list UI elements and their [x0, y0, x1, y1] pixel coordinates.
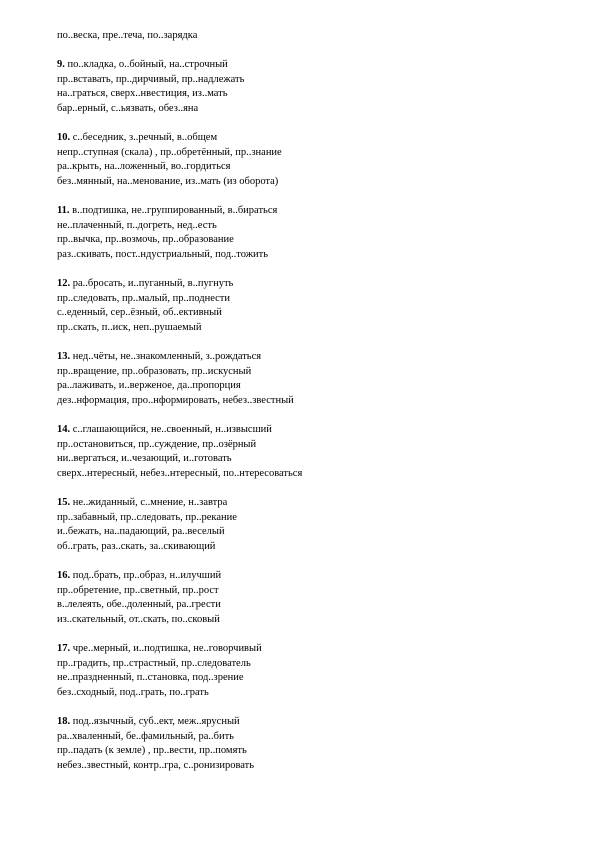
exercise-line	[57, 379, 557, 394]
exercise-first-line	[57, 569, 557, 584]
exercise-line	[57, 744, 557, 759]
exercise-number: 15.	[57, 497, 71, 508]
exercise-line	[57, 175, 557, 190]
exercise-words: пр..градить, пр..страстный, пр..следователь	[57, 657, 251, 669]
exercise-first-line	[57, 58, 557, 73]
exercise-line	[57, 584, 557, 599]
exercise-line	[57, 525, 557, 540]
exercise-line	[57, 248, 557, 263]
exercise-line	[57, 598, 557, 613]
exercise-words: не..плаченный, п..догреть, нед..есть	[57, 219, 217, 231]
exercise-first-line	[57, 277, 557, 292]
exercise-words: из..скательный, от..скать, по..сковый	[57, 613, 220, 625]
exercise-words: с..беседник, з..речный, в..общем	[72, 132, 218, 144]
exercise-line	[57, 452, 557, 467]
exercise-number: 14.	[57, 424, 71, 436]
exercise-line	[57, 146, 557, 161]
exercise-words: дез..нформация, про..нформировать, небез..звестный	[57, 394, 294, 406]
exercise-number: 11.	[57, 205, 70, 217]
exercise-line	[57, 759, 557, 774]
exercise-block	[57, 569, 557, 627]
exercise-first-line	[57, 131, 557, 146]
exercise-block	[57, 204, 557, 262]
exercise-words: пр..падать (к земле) , пр..вести, пр..помять	[57, 745, 247, 757]
exercise-first-line	[57, 204, 557, 219]
exercise-words: пр..скать, п..иск, неп..рушаемый	[57, 321, 202, 333]
exercise-words: ра..хваленный, бе..фамильный, ра..бить	[57, 730, 234, 742]
exercise-line	[57, 233, 557, 248]
exercise-number: 12.	[57, 278, 71, 290]
exercise-words: без..мянный, на..менование, из..мать (из оборота)	[57, 175, 279, 187]
exercise-block	[57, 350, 557, 408]
exercise-words: под..брать, пр..образ, н..илучший	[72, 569, 222, 581]
exercise-block	[57, 642, 557, 700]
exercise-list	[57, 29, 557, 773]
exercise-first-line	[57, 423, 557, 438]
exercise-line	[57, 540, 557, 555]
exercise-line	[57, 292, 557, 307]
exercise-block	[57, 496, 557, 554]
exercise-words: бар..ерный, с..ьязвать, обез..яна	[57, 102, 199, 114]
exercise-words: небез..звестный, контр..гра, с..ронизировать	[57, 759, 255, 771]
exercise-line	[57, 160, 557, 175]
exercise-line	[57, 657, 557, 672]
exercise-words: в..лелеять, обе..доленный, ра..грести	[57, 599, 221, 611]
exercise-line	[57, 321, 557, 336]
exercise-words: под..язычный, суб..ект, меж..ярусный	[72, 715, 240, 727]
exercise-line	[57, 730, 557, 745]
exercise-line	[57, 73, 557, 88]
exercise-line	[57, 365, 557, 380]
exercise-words: раз..скивать, пост..ндустриальный, под..тожить	[57, 248, 268, 260]
exercise-words: ра..бросать, и..пуганный, в..пугнуть	[72, 278, 234, 290]
exercise-first-line	[57, 715, 557, 730]
exercise-line	[57, 686, 557, 701]
exercise-words: нед..чёты, не..знакомленный, з..рождаться	[72, 351, 262, 363]
exercise-words: с..еденный, сер..ёзный, об..ективный	[57, 307, 222, 319]
exercise-line	[57, 467, 557, 482]
exercise-number: 9.	[57, 59, 65, 71]
exercise-words: чре..мерный, и..подтишка, не..говорчивый	[72, 642, 262, 654]
exercise-words: и..бежать, на..падающий, ра..веселый	[57, 526, 225, 538]
exercise-words: сверх..нтересный, небез..нтересный, по..нтересоваться	[57, 467, 303, 479]
exercise-words: на..граться, сверх..нвестиция, из..мать	[57, 88, 228, 100]
exercise-block	[57, 131, 557, 189]
exercise-line	[57, 511, 557, 526]
exercise-first-line	[57, 350, 557, 365]
exercise-block	[57, 715, 557, 773]
exercise-words: с..глашающийся, не..своенный, н..извысший	[72, 424, 272, 436]
exercise-words: ра..крыть, на..ложенный, во..гордиться	[57, 161, 231, 173]
exercise-line	[57, 306, 557, 321]
exercise-words: не..жиданный, с..мнение, н..завтра	[72, 497, 228, 508]
exercise-line	[57, 438, 557, 453]
intro-line: по..веска, пре..теча, по..зарядка	[57, 30, 198, 41]
exercise-words: ни..вергаться, и..чезающий, и..готовать	[57, 453, 232, 465]
exercise-block	[57, 277, 557, 335]
exercise-words: по..кладка, о..бойный, на..строчный	[67, 59, 228, 71]
exercise-words: пр..вставать, пр..дирчивый, пр..надлежать	[57, 73, 245, 85]
exercise-line	[57, 87, 557, 102]
exercise-words: непр..ступная (скала) , пр..обретённый, пр..знание	[57, 146, 282, 158]
exercise-words: ра..лаживать, и..верженое, да..пропорция	[57, 380, 241, 392]
exercise-number: 18.	[57, 715, 71, 727]
exercise-words: пр..остановиться, пр..суждение, пр..озёрный	[57, 438, 257, 450]
exercise-block	[57, 423, 557, 481]
exercise-first-line	[57, 496, 557, 511]
exercise-words: пр..забавный, пр..следовать, пр..рекание	[57, 511, 237, 523]
exercise-first-line	[57, 642, 557, 657]
exercise-number: 10.	[57, 132, 71, 144]
exercise-number: 17.	[57, 642, 71, 654]
exercise-number: 16.	[57, 569, 71, 581]
exercise-words: в..подтишка, не..группированный, в..бираться	[72, 205, 278, 217]
exercise-words: пр..вращение, пр..образовать, пр..искусный	[57, 365, 252, 377]
exercise-line	[57, 613, 557, 628]
exercise-block	[57, 58, 557, 116]
exercise-line	[57, 219, 557, 234]
exercise-words: об..грать, раз..скать, за..скивающий	[57, 540, 216, 552]
exercise-line	[57, 671, 557, 686]
exercise-words: пр..обретение, пр..светный, пр..рост	[57, 584, 219, 596]
exercise-words: не..праздненный, п..становка, под..зрение	[57, 672, 244, 684]
exercise-words: без..сходный, под..грать, по..грать	[57, 686, 209, 698]
exercise-line	[57, 394, 557, 409]
exercise-number: 13.	[57, 351, 71, 363]
exercise-words: пр..вычка, пр..возмочь, пр..образование	[57, 234, 234, 246]
exercise-words: пр..следовать, пр..малый, пр..поднести	[57, 292, 231, 304]
exercise-line	[57, 102, 557, 117]
